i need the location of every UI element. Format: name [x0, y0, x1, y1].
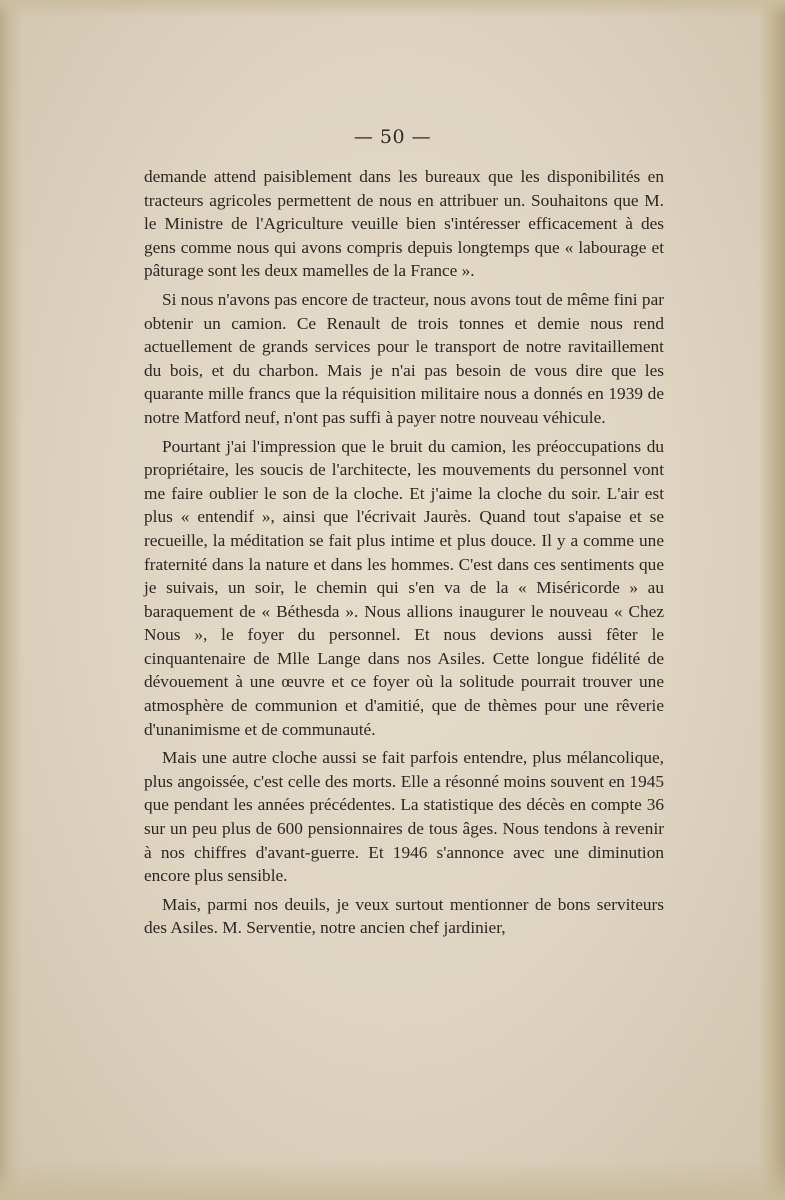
page-edge-top — [0, 0, 785, 18]
page-number: — 50 — — [353, 126, 432, 148]
paragraph-4: Mais une autre cloche aussi se fait parfois entendre, plus mélancolique, plus angoissée, c'est celle des morts. Elle a résonné moins souvent en 1945 que pendant les années précédentes. La statistique des décès en compte 36 sur un peu plus de 600 pensionnaires de tous âges. Nous tendons à revenir à nos chiffres d'avant-guerre. Et 1946 s'annonce avec une diminution encore plus sensible. — [144, 748, 664, 886]
page-edge-left — [0, 0, 22, 1200]
paragraph-2: Si nous n'avons pas encore de tracteur, nous avons tout de même fini par obtenir un camion. Ce Renault de trois tonnes et demie nous rend actuellement de grands services pour le transport de notre ravitaillement du bois, et du charbon. Mais je n'ai pas besoin de vous dire que les quarante mille francs que la réquisition militaire nous a donnés en 1939 de notre Matford neuf, n'ont pas suffi à payer notre nouveau véhicule. — [144, 289, 664, 427]
paragraph-5: Mais, parmi nos deuils, je veux surtout mentionner de bons serviteurs des Asiles. M. Serventie, notre ancien chef jardinier, — [144, 894, 664, 938]
page-edge-bottom — [0, 1160, 785, 1200]
body-text — [144, 165, 664, 945]
page-edge-right — [759, 0, 785, 1200]
paragraph-1: demande attend paisiblement dans les bureaux que les disponibilités en tracteurs agricoles permettent de nous en attribuer un. Souhaitons que M. le Ministre de l'Agriculture veuille bien s'intéresser efficacement à des gens comme nous qui avons compris depuis longtemps que « labourage et pâturage sont les deux mamelles de la France ». — [144, 167, 664, 281]
paragraph-3: Pourtant j'ai l'impression que le bruit du camion, les préoccupations du propriétaire, les soucis de l'architecte, les mouvements du personnel vont me faire oublier le son de la cloche. Et j'aime la cloche du soir. L'air est plus « entendif », ainsi que l'écrivait Jaurès. Quand tout s'apaise et se recueille, la méditation se fait plus intime et plus douce. Il y a comme une fraternité dans la nature et dans les hommes. C'est dans ces sentiments que je suivais, un soir, le chemin qui s'en va de la « Miséricorde » au baraquement de « Béthesda ». Nous allions inaugurer le nouveau « Chez Nous », le foyer du personnel. Et nous devions aussi fêter le cinquantenaire de Mlle Lange dans nos Asiles. Cette longue fidélité de dévouement à une œuvre et ce foyer où la solitude pourrait trouver une atmosphère de communion et d'amitié, que de thèmes pour une rêverie d'unanimisme et de communauté. — [144, 436, 664, 739]
